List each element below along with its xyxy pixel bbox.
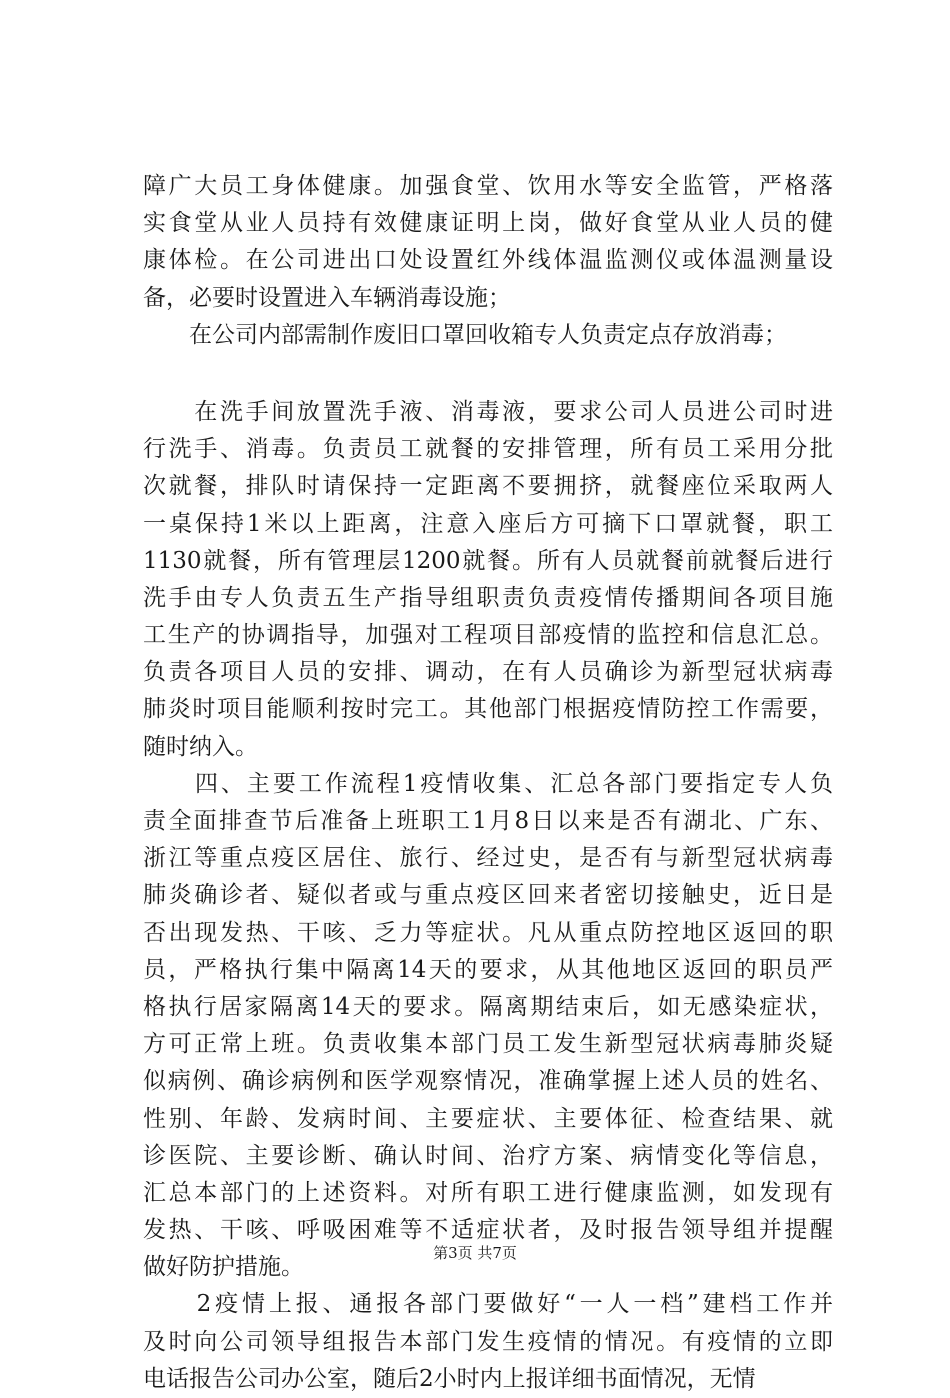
text-line: 肺炎确诊者、疑似者或与重点疫区回来者密切接触史，近日是 (143, 882, 833, 909)
text-line: 康体检。在公司进出口处设置红外线体温监测仪或体温测量设 (143, 247, 833, 274)
text-line: 行洗手、消毒。负责员工就餐的安排管理，所有员工采用分批 (143, 436, 833, 463)
page-footer: 第3页 共7页 (433, 1244, 517, 1262)
text-line: 障广大员工身体健康。加强食堂、饮用水等安全监管，严格落 (143, 173, 833, 199)
text-line: 员，严格执行集中隔离14天的要求，从其他地区返回的职员严 (143, 956, 833, 983)
text-line: 浙江等重点疫区居住、旅行、经过史，是否有与新型冠状病毒 (143, 845, 833, 872)
text-line: 负责各项目人员的安排、调动，在有人员确诊为新型冠状病毒 (143, 659, 833, 686)
text-line: 工生产的协调指导，加强对工程项目部疫情的监控和信息汇总。 (143, 622, 833, 649)
text-line: 电话报告公司办公室，随后2小时内上报详细书面情况，无情 (143, 1365, 756, 1392)
text-line: 2疫情上报、通报各部门要做好“一人一档”建档工作并 (143, 1291, 833, 1318)
text-line: 随时纳入。 (143, 733, 258, 760)
text-line: 性别、年龄、发病时间、主要症状、主要体征、检查结果、就 (143, 1105, 833, 1132)
text-line: 在公司内部需制作废旧口罩回收箱专人负责定点存放消毒； (143, 321, 787, 348)
text-line: 似病例、确诊病例和医学观察情况，准确掌握上述人员的姓名、 (143, 1068, 833, 1095)
text-line: 洗手由专人负责五生产指导组职责负责疫情传播期间各项目施 (143, 584, 833, 611)
text-line: 格执行居家隔离14天的要求。隔离期结束后，如无感染症状， (143, 993, 833, 1020)
text-line: 1130就餐，所有管理层1200就餐。所有人员就餐前就餐后进行 (143, 547, 833, 574)
text-line: 汇总本部门的上述资料。对所有职工进行健康监测，如发现有 (143, 1179, 833, 1206)
text-line: 次就餐，排队时请保持一定距离不要拥挤，就餐座位采取两人 (143, 473, 833, 500)
text-line: 四、主要工作流程1疫情收集、汇总各部门要指定专人负 (143, 770, 833, 797)
text-line: 肺炎时项目能顺利按时完工。其他部门根据疫情防控工作需要， (143, 696, 833, 723)
text-line: 责全面排查节后准备上班职工1月8日以来是否有湖北、广东、 (143, 808, 833, 834)
text-line: 一桌保持1米以上距离，注意入座后方可摘下口罩就餐，职工 (143, 510, 833, 537)
text-line: 否出现发热、干咳、乏力等症状。凡从重点防控地区返回的职 (143, 919, 833, 946)
body-text (143, 168, 833, 1398)
blank-line (143, 354, 833, 394)
text-line: 诊医院、主要诊断、确认时间、治疗方案、病情变化等信息， (143, 1142, 833, 1169)
text-line: 做好防护措施。 (143, 1254, 304, 1281)
text-line: 备，必要时设置进入车辆消毒设施； (143, 284, 511, 311)
text-line: 实食堂从业人员持有效健康证明上岗，做好食堂从业人员的健 (143, 210, 833, 237)
text-line: 在洗手间放置洗手液、消毒液，要求公司人员进公司时进 (143, 398, 833, 425)
text-line: 方可正常上班。负责收集本部门员工发生新型冠状病毒肺炎疑 (143, 1031, 833, 1058)
text-line: 及时向公司领导组报告本部门发生疫情的情况。有疫情的立即 (143, 1328, 833, 1355)
text-line: 发热、干咳、呼吸困难等不适症状者，及时报告领导组并提醒 (143, 1217, 833, 1244)
